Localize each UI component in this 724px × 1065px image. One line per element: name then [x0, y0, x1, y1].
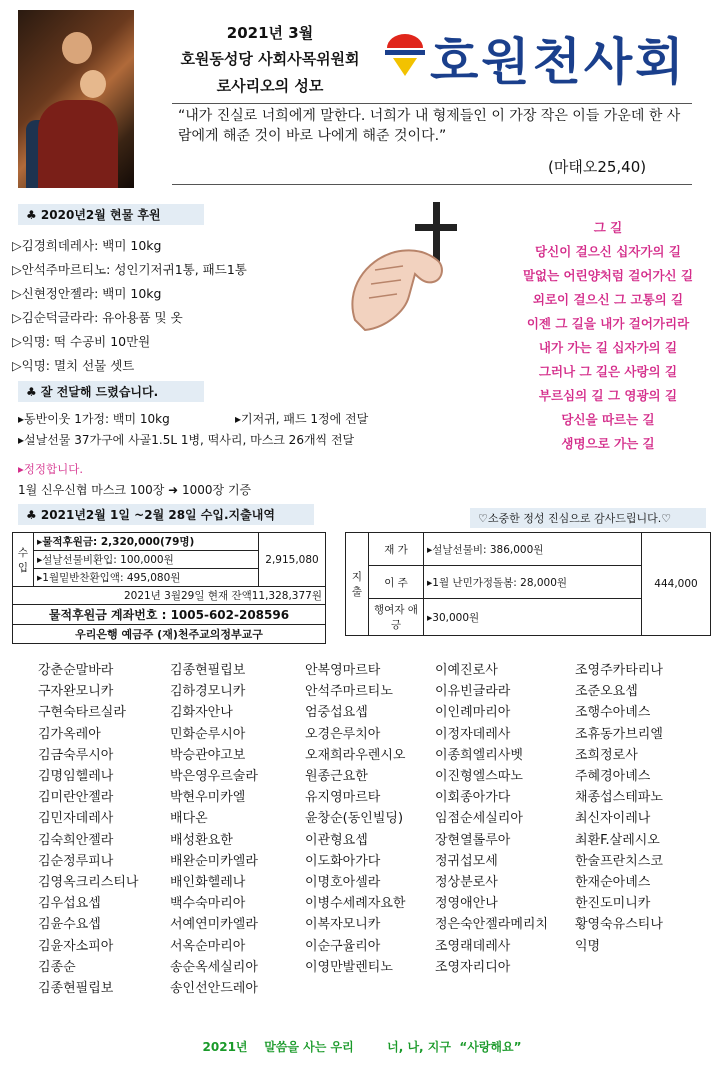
donor-name: 김가옥레아 [38, 726, 101, 742]
donor-name: 배다온 [170, 811, 208, 827]
donor-name: 김민자데레사 [38, 811, 114, 827]
donor-name: 한재순아녜스 [575, 875, 651, 891]
finance-title: ♣ 2021년2월 1일 ~2월 28일 수입.지출내역 [18, 504, 314, 525]
donor-name: 이유빈글라라 [435, 684, 511, 700]
donor-name: 박은영우르술라 [170, 769, 258, 785]
donor-name: 임점순세실리아 [435, 811, 523, 827]
names-col-1 [38, 660, 138, 999]
delivered-item: ▸동반이웃 1가정: 백미 10kg [18, 412, 170, 426]
donor-name: 오경은루치아 [305, 726, 381, 742]
donation-item: ▷신현정안젤라: 백미 10kg [12, 286, 162, 301]
donor-name: 이병수세례자요한 [305, 896, 406, 912]
donor-name: 송순옥세실리아 [170, 959, 258, 975]
expense-label: 지출 [346, 533, 369, 636]
donor-name: 구현숙타르실라 [38, 705, 126, 721]
thanks-note: ♡소중한 정성 진심으로 감사드립니다.♡ [470, 508, 706, 528]
donor-name: 서옥순마리아 [170, 938, 246, 954]
donor-name: 장현열롤루아 [435, 832, 511, 848]
expense-table [345, 532, 711, 636]
footer-slogan: 2021년 말씀을 사는 우리 너, 나, 지구 “사랑해요” [202, 1040, 522, 1054]
donor-name: 안석주마르티노 [305, 684, 393, 700]
donor-name: 유지영마르타 [305, 790, 381, 806]
donor-name: 조영자리디아 [435, 959, 511, 975]
donor-name: 김종현필립보 [170, 663, 246, 678]
donor-name: 김숙희안젤라 [38, 832, 114, 848]
donations-title: ♣ 2020년2월 현물 후원 [18, 204, 204, 225]
donor-name: 강춘순말바라 [38, 663, 114, 678]
donor-name: 황영숙유스티나 [575, 917, 663, 933]
donor-name: 조준오요셉 [575, 684, 638, 700]
donor-name: 이인례마리아 [435, 705, 511, 721]
donor-name: 김윤자소피아 [38, 938, 114, 954]
donor-name: 최신자이레나 [575, 811, 651, 827]
income-label: 수입 [13, 533, 34, 587]
donor-name: 이예진로사 [435, 663, 498, 678]
expense-category: 이 주 [369, 566, 424, 599]
donor-name: 이관형요셉 [305, 832, 368, 848]
donor-name: 익명 [575, 938, 601, 954]
issue-date: 2021년 3월 [226, 24, 314, 42]
donor-name: 김미란안젤라 [38, 790, 114, 806]
income-item: ▸1월밑반찬환입액: 495,080원 [34, 569, 259, 587]
donor-name: 정영애안나 [435, 896, 498, 912]
donor-name: 이순구율리아 [305, 938, 381, 954]
donation-item: ▷김경희데레사: 백미 10kg [12, 238, 162, 253]
expense-desc: ▸30,000원 [424, 599, 642, 636]
donation-item: ▷김순덕글라라: 유아용품 및 옷 [12, 310, 183, 325]
donor-name: 원종근요한 [305, 769, 368, 785]
donor-name: 박현우미카엘 [170, 790, 246, 806]
account-number: 물적후원금 계좌번호 : 1005-602-208596 [13, 605, 326, 625]
donor-name: 김하경모니카 [170, 684, 246, 700]
correction-text: 1월 신우신협 마스크 100장 ➜ 1000장 기증 [18, 483, 252, 497]
donor-name: 윤창순(동인빌딩) [305, 811, 404, 827]
expense-category: 재 가 [369, 533, 424, 566]
donor-name: 김종순 [38, 959, 76, 975]
delivered-item: ▸설날선물 37가구에 사골1.5L 1병, 떡사리, 마스크 26개씩 전달 [18, 433, 355, 447]
donor-name: 김순정루피나 [38, 853, 114, 869]
correction-title: ▸정정합니다. [18, 462, 83, 476]
donor-name: 이복자모니카 [305, 917, 381, 933]
donor-name: 조희정로사 [575, 747, 638, 763]
donor-name: 김명임헬레나 [38, 769, 114, 785]
poem-line: 이젠 그 길을 내가 걸어가리라 [526, 316, 690, 331]
poem-line: 말없는 어린양처럼 걸어가신 길 [522, 268, 694, 283]
donor-name: 김윤수요셉 [38, 917, 101, 933]
donor-name: 이정자데레사 [435, 726, 511, 742]
donor-name: 최환F.살레시오 [575, 832, 660, 848]
committee-name: 호원동성당 사회사목위원회 [180, 50, 360, 68]
income-table [12, 532, 326, 644]
delivered-item: ▸기저귀, 패드 1정에 전달 [235, 412, 369, 426]
parish-subtitle: 로사리오의 성모 [216, 77, 324, 95]
donor-name: 김화자안나 [170, 705, 233, 721]
names-col-2 [170, 660, 258, 999]
balance: 2021년 3월29일 현재 잔액11,328,377원 [13, 587, 326, 605]
donor-name: 한술프란치스코 [575, 853, 663, 869]
expense-desc: ▸설날선물비: 386,000원 [424, 533, 642, 566]
names-col-5 [575, 660, 663, 957]
donor-name: 이종희엘리사벳 [435, 747, 523, 763]
donor-name: 조휴동가브리엘 [575, 726, 663, 742]
bible-quote: “내가 진실로 너희에게 말한다. 너희가 내 형제들인 이 가장 작은 이들 가운데 한 사람에게 해준 것이 바로 나에게 해준 것이다.” [178, 108, 681, 144]
names-col-3 [305, 660, 405, 978]
quote-bottom-rule [172, 184, 692, 185]
donor-name: 주혜경아녜스 [575, 769, 651, 785]
donor-name: 엄중섭요셉 [305, 705, 368, 721]
donor-name: 조행수아녜스 [575, 705, 651, 721]
logo-icon [385, 30, 425, 80]
income-total: 2,915,080 [259, 533, 326, 587]
names-col-4 [435, 660, 548, 978]
donor-name: 배완순미카엘라 [170, 853, 258, 869]
donor-name: 안복영마르타 [305, 663, 381, 678]
poem-title: 그 길 [593, 220, 623, 235]
donation-item: ▷익명: 멸치 선물 셋트 [12, 358, 135, 373]
donor-name: 오재희라우렌시오 [305, 747, 406, 763]
donor-name: 배인화헬레나 [170, 875, 246, 891]
logo-text: 호원천사회 [430, 32, 687, 91]
donation-item: ▷익명: 떡 수공비 10만원 [12, 334, 151, 349]
income-item: ▸설날선물비환입: 100,000원 [34, 551, 259, 569]
donor-name: 김영옥크리스티나 [38, 875, 139, 891]
hand-cross-illustration [335, 200, 475, 340]
poem-line: 생명으로 가는 길 [561, 436, 655, 451]
income-item: ▸물적후원금: 2,320,000(79명) [34, 533, 259, 551]
expense-total: 444,000 [642, 533, 711, 636]
donor-name: 송인선안드레아 [170, 981, 258, 997]
poem-line: 그러나 그 길은 사랑의 길 [538, 364, 678, 379]
donor-name: 조영주카타리나 [575, 663, 663, 678]
quote-top-rule [172, 103, 692, 104]
donor-name: 김금숙루시아 [38, 747, 114, 763]
poem-line: 외로이 걸으신 그 고통의 길 [532, 292, 684, 307]
donor-name: 정은숙안젤라메리치 [435, 917, 549, 933]
donor-name: 배성환요한 [170, 832, 233, 848]
donor-name: 조영래데레사 [435, 938, 511, 954]
donor-name: 서예연미카엘라 [170, 917, 258, 933]
quote-source: (마태오25,40) [548, 158, 647, 176]
bank-name: 우리은행 예금주 (재)천주교의정부교구 [13, 625, 326, 644]
donor-name: 한진도미니카 [575, 896, 651, 912]
donor-name: 김종현필립보 [38, 981, 114, 997]
donor-name: 채종섭스테파노 [575, 790, 663, 806]
donor-name: 정귀섭모세 [435, 853, 498, 869]
poem-line: 당신을 따르는 길 [561, 412, 655, 427]
donor-name: 이회종아가다 [435, 790, 511, 806]
poem-line: 당신이 걸으신 십자가의 길 [535, 244, 681, 259]
donor-name: 박승관야고보 [170, 747, 246, 763]
expense-category: 행여자 애긍 [369, 599, 424, 636]
donor-name: 김우섭요셉 [38, 896, 101, 912]
donor-name: 이영만발렌티노 [305, 959, 393, 975]
donor-name: 백수숙마리아 [170, 896, 246, 912]
donor-name: 민화순루시아 [170, 726, 246, 742]
poem-line: 부르심의 길 그 영광의 길 [538, 388, 678, 403]
poem-line: 내가 가는 길 십자가의 길 [538, 340, 678, 355]
donor-name: 정상분로사 [435, 875, 498, 891]
donor-name: 이명호아셀라 [305, 875, 381, 891]
madonna-painting [18, 10, 134, 188]
donor-name: 이진형엘스따노 [435, 769, 523, 785]
delivered-title: ♣ 잘 전달해 드렸습니다. [18, 381, 204, 402]
donor-name: 구자완모니카 [38, 684, 114, 700]
donor-name: 이도화아가다 [305, 853, 381, 869]
expense-desc: ▸1월 난민가정돌봄: 28,000원 [424, 566, 642, 599]
donation-item: ▷안석주마르티노: 성인기저귀1통, 패드1통 [12, 262, 247, 277]
